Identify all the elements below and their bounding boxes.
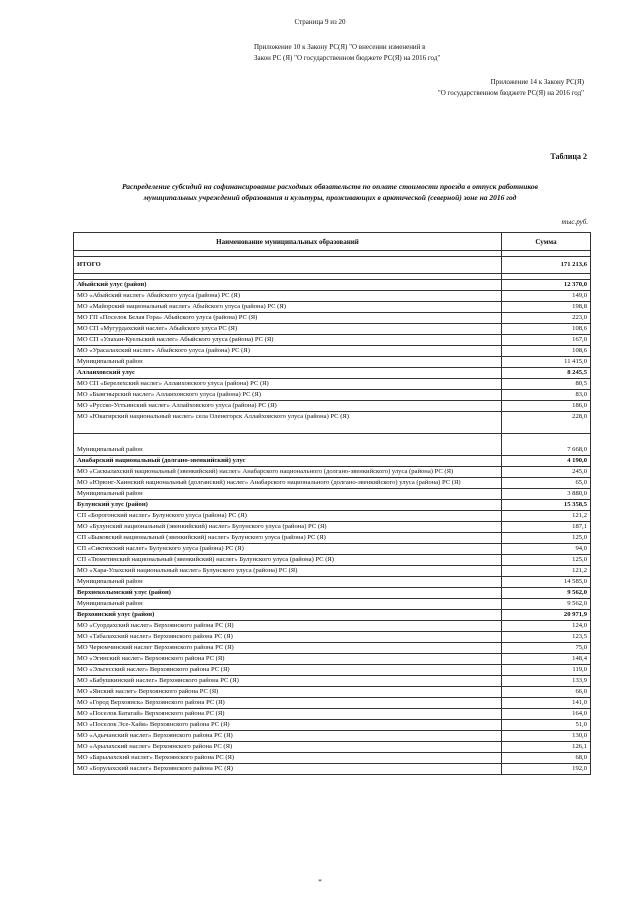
district-row xyxy=(74,456,591,467)
row-sum: 8 245,5 xyxy=(502,368,591,379)
row-name: МО «Поселок Батагай» Верхоянского района РС (Я) xyxy=(74,709,502,720)
row-sum: 66,0 xyxy=(502,687,591,698)
table-row xyxy=(74,599,591,610)
row-name: Муниципальный район xyxy=(74,599,502,610)
table-row xyxy=(74,511,591,522)
table-row xyxy=(74,676,591,687)
row-name: МО «Абыйский наслег» Абыйского улуса (района) РС (Я) xyxy=(74,291,502,302)
district-row xyxy=(74,588,591,599)
subsidy-table xyxy=(73,232,591,775)
table-row xyxy=(74,478,591,489)
footer-mark: * xyxy=(318,878,322,886)
row-sum: 121,2 xyxy=(502,511,591,522)
row-sum: 75,0 xyxy=(502,643,591,654)
row-sum: 3 880,0 xyxy=(502,489,591,500)
row-name: МО «Майорский национальный наслег» Абыйского улуса (района) РС (Я) xyxy=(74,302,502,313)
table-row xyxy=(74,401,591,412)
row-sum: 149,0 xyxy=(502,291,591,302)
total-label: ИТОГО xyxy=(74,257,502,274)
row-sum: 187,1 xyxy=(502,522,591,533)
table-row xyxy=(74,324,591,335)
row-name: МО «Барылахский наслег» Верхоянского района РС (Я) xyxy=(74,753,502,764)
row-name: Аллаиховский улус xyxy=(74,368,502,379)
table-row xyxy=(74,335,591,346)
row-sum: 164,0 xyxy=(502,709,591,720)
table-row xyxy=(74,566,591,577)
row-name: МО «Суордахский наслег» Верхоянского района РС (Я) xyxy=(74,621,502,632)
table-row xyxy=(74,698,591,709)
row-name: Муниципальный район xyxy=(74,434,502,456)
row-sum: 14 585,0 xyxy=(502,577,591,588)
row-name: МО «Арылахский наслег» Верхоянского района РС (Я) xyxy=(74,742,502,753)
document-title-line2: муниципальных учреждений образования и культуры, проживающих в арктической (северной) зоне на 2016 год xyxy=(143,193,517,202)
row-name: МО Черюмчинский наслег Верхоянского района РС (Я) xyxy=(74,643,502,654)
row-name: СП «Тюметинский национальный (эвенкийский) наслег» Булунского улуса (района) РС (Я) xyxy=(74,555,502,566)
table-row xyxy=(74,731,591,742)
table-row xyxy=(74,654,591,665)
row-sum: 126,1 xyxy=(502,742,591,753)
table-label: Таблица 2 xyxy=(550,152,587,161)
row-sum: 51,0 xyxy=(502,720,591,731)
appendix-14-note xyxy=(334,77,584,99)
row-sum: 65,0 xyxy=(502,478,591,489)
table-row xyxy=(74,357,591,368)
row-name: МО «Янский наслег» Верхоянского района РС (Я) xyxy=(74,687,502,698)
row-name: СП «Борогонский наслег» Булунского улуса (района) РС (Я) xyxy=(74,511,502,522)
table-row xyxy=(74,313,591,324)
row-name: МО «Адычанский наслег» Верхоянского района РС (Я) xyxy=(74,731,502,742)
row-sum: 198,8 xyxy=(502,302,591,313)
column-header-sum: Сумма xyxy=(502,233,591,251)
row-name: МО «Русско-Устьинский наслег» Аллайховского улуса (района) РС (Я) xyxy=(74,401,502,412)
table-row xyxy=(74,467,591,478)
district-row xyxy=(74,280,591,291)
row-name: МО СП «Мугурдахский наслег» Абыйского улуса РС (Я) xyxy=(74,324,502,335)
row-sum: 167,0 xyxy=(502,335,591,346)
appendix-10-line1: Приложение 10 к Закону РС(Я) "О внесении изменений в xyxy=(254,43,426,51)
row-name: МО «Юкагирский национальный наслег» села Оленегорск Аллайховского улуса (района) РС (Я) xyxy=(74,412,502,434)
table-row xyxy=(74,577,591,588)
district-row xyxy=(74,368,591,379)
row-sum: 148,4 xyxy=(502,654,591,665)
row-sum: 125,0 xyxy=(502,555,591,566)
table-row xyxy=(74,522,591,533)
table-row xyxy=(74,665,591,676)
table-row xyxy=(74,379,591,390)
units-label: тыс.руб. xyxy=(561,218,588,226)
row-name: Булунский улус (район) xyxy=(74,500,502,511)
row-name: МО «Эльгесский наслег» Верхоянского района РС (Я) xyxy=(74,665,502,676)
row-sum: 119,0 xyxy=(502,665,591,676)
row-sum: 124,0 xyxy=(502,621,591,632)
table-row xyxy=(74,533,591,544)
appendix-10-note xyxy=(254,42,584,64)
row-sum: 130,0 xyxy=(502,731,591,742)
district-row xyxy=(74,610,591,621)
row-sum: 228,0 xyxy=(502,412,591,434)
row-name: МО «Город Верхоянск» Верхоянского района РС (Я) xyxy=(74,698,502,709)
row-name: СП «Быковский национальный (эвенкийский) наслег» Булунского улуса (района) РС (Я) xyxy=(74,533,502,544)
table-row xyxy=(74,346,591,357)
row-name: Верхнеколымский улус (район) xyxy=(74,588,502,599)
row-name: СП «Сиктяхский наслег» Булунского улуса (района) РС (Я) xyxy=(74,544,502,555)
table-row xyxy=(74,632,591,643)
document-title xyxy=(80,181,580,203)
appendix-14-line1: Приложение 14 к Закону РС(Я) xyxy=(490,78,584,86)
row-sum: 83,0 xyxy=(502,390,591,401)
document-title-line1: Распределение субсидий на софинансирование расходных обязательств по оплате стоимости проезда в отпуск работников xyxy=(121,182,539,191)
row-name: МО «Борулахский наслег» Верхоянского района РС (Я) xyxy=(74,764,502,775)
row-sum: 7 668,0 xyxy=(502,434,591,456)
row-name: МО «Эгинский наслег» Верхоянского района РС (Я) xyxy=(74,654,502,665)
row-name: МО «Саскылахский национальный (эвенкийский) наслег» Анабарского национального (долгано-эвенкийского) улуса (района) РС (Я) xyxy=(74,467,502,478)
row-name: Анабарский национальный (долгано-эвенкийский) улус xyxy=(74,456,502,467)
district-row xyxy=(74,500,591,511)
row-sum: 245,0 xyxy=(502,467,591,478)
row-sum: 68,0 xyxy=(502,753,591,764)
row-sum: 9 562,0 xyxy=(502,588,591,599)
total-row xyxy=(74,257,591,274)
row-name: МО СП «Берелехский наслег» Аллаиховского улуса (района) РС (Я) xyxy=(74,379,502,390)
table-row xyxy=(74,621,591,632)
row-sum: 123,5 xyxy=(502,632,591,643)
table-row xyxy=(74,764,591,775)
row-name: МО «Поселок Эсе-Хайя» Верхоянского района РС (Я) xyxy=(74,720,502,731)
total-sum: 171 213,6 xyxy=(502,257,591,274)
row-name: МО СП «Улахан-Куельский наслег» Абыйского улуса (района) РС (Я) xyxy=(74,335,502,346)
appendix-14-line2: "О государственном бюджете РС(Я) на 2016 год" xyxy=(437,89,584,97)
row-sum: 94,0 xyxy=(502,544,591,555)
row-name: МО «Юрюнг-Хаинский национальный (долганский) наслег» Анабарского национального (долгано-эвенкийского) улуса (района) РС (Я) xyxy=(74,478,502,489)
appendix-10-line2: Закон РС (Я) "О государственном бюджете РС(Я) на 2016 год" xyxy=(254,54,441,62)
row-sum: 192,0 xyxy=(502,764,591,775)
row-sum: 9 562,0 xyxy=(502,599,591,610)
table-row xyxy=(74,434,591,456)
table-row xyxy=(74,742,591,753)
column-header-name: Наименование муниципальных образований xyxy=(74,233,502,251)
table-row xyxy=(74,544,591,555)
row-name: МО «Быягнырский наслег» Аллаиховского улуса (района) РС (Я) xyxy=(74,390,502,401)
row-sum: 11 415,0 xyxy=(502,357,591,368)
page-number: Страница 9 из 20 xyxy=(294,18,346,26)
row-name: МО «Табалахский наслег» Верхоянского района РС (Я) xyxy=(74,632,502,643)
row-name: МО ГП «Поселок Белая Гора» Абыйского улуса (района) РС (Я) xyxy=(74,313,502,324)
row-sum: 186,0 xyxy=(502,401,591,412)
row-sum: 12 370,0 xyxy=(502,280,591,291)
table-row xyxy=(74,390,591,401)
table-row xyxy=(74,720,591,731)
row-name: МО «Булунский национальный (эвенкийский) наслег» Булунского улуса (района) РС (Я) xyxy=(74,522,502,533)
row-sum: 133,9 xyxy=(502,676,591,687)
table-row xyxy=(74,291,591,302)
row-name: Муниципальный район xyxy=(74,577,502,588)
row-name: МО «Бабушкинский наслег» Верхоянского района РС (Я) xyxy=(74,676,502,687)
row-sum: 80,5 xyxy=(502,379,591,390)
row-name: Муниципальный район xyxy=(74,489,502,500)
row-name: МО «Урасалахский наслег» Абыйского улуса (района) РС (Я) xyxy=(74,346,502,357)
row-name: Муниципальный район xyxy=(74,357,502,368)
table-row xyxy=(74,489,591,500)
row-name: МО «Хара-Улахский национальный наслег» Булунского улуса (района) РС (Я) xyxy=(74,566,502,577)
row-sum: 125,0 xyxy=(502,533,591,544)
row-sum: 20 971,9 xyxy=(502,610,591,621)
row-name: Верхоянский улус (район) xyxy=(74,610,502,621)
table-row xyxy=(74,687,591,698)
row-sum: 108,6 xyxy=(502,324,591,335)
row-sum: 15 358,5 xyxy=(502,500,591,511)
table-row xyxy=(74,302,591,313)
table-row xyxy=(74,753,591,764)
row-sum: 4 190,0 xyxy=(502,456,591,467)
row-sum: 141,0 xyxy=(502,698,591,709)
row-name: Абыйский улус (район) xyxy=(74,280,502,291)
row-sum: 108,6 xyxy=(502,346,591,357)
table-row xyxy=(74,412,591,434)
table-row xyxy=(74,555,591,566)
row-sum: 121,2 xyxy=(502,566,591,577)
row-sum: 223,0 xyxy=(502,313,591,324)
table-row xyxy=(74,709,591,720)
table-header-row xyxy=(74,233,591,251)
table-row xyxy=(74,643,591,654)
